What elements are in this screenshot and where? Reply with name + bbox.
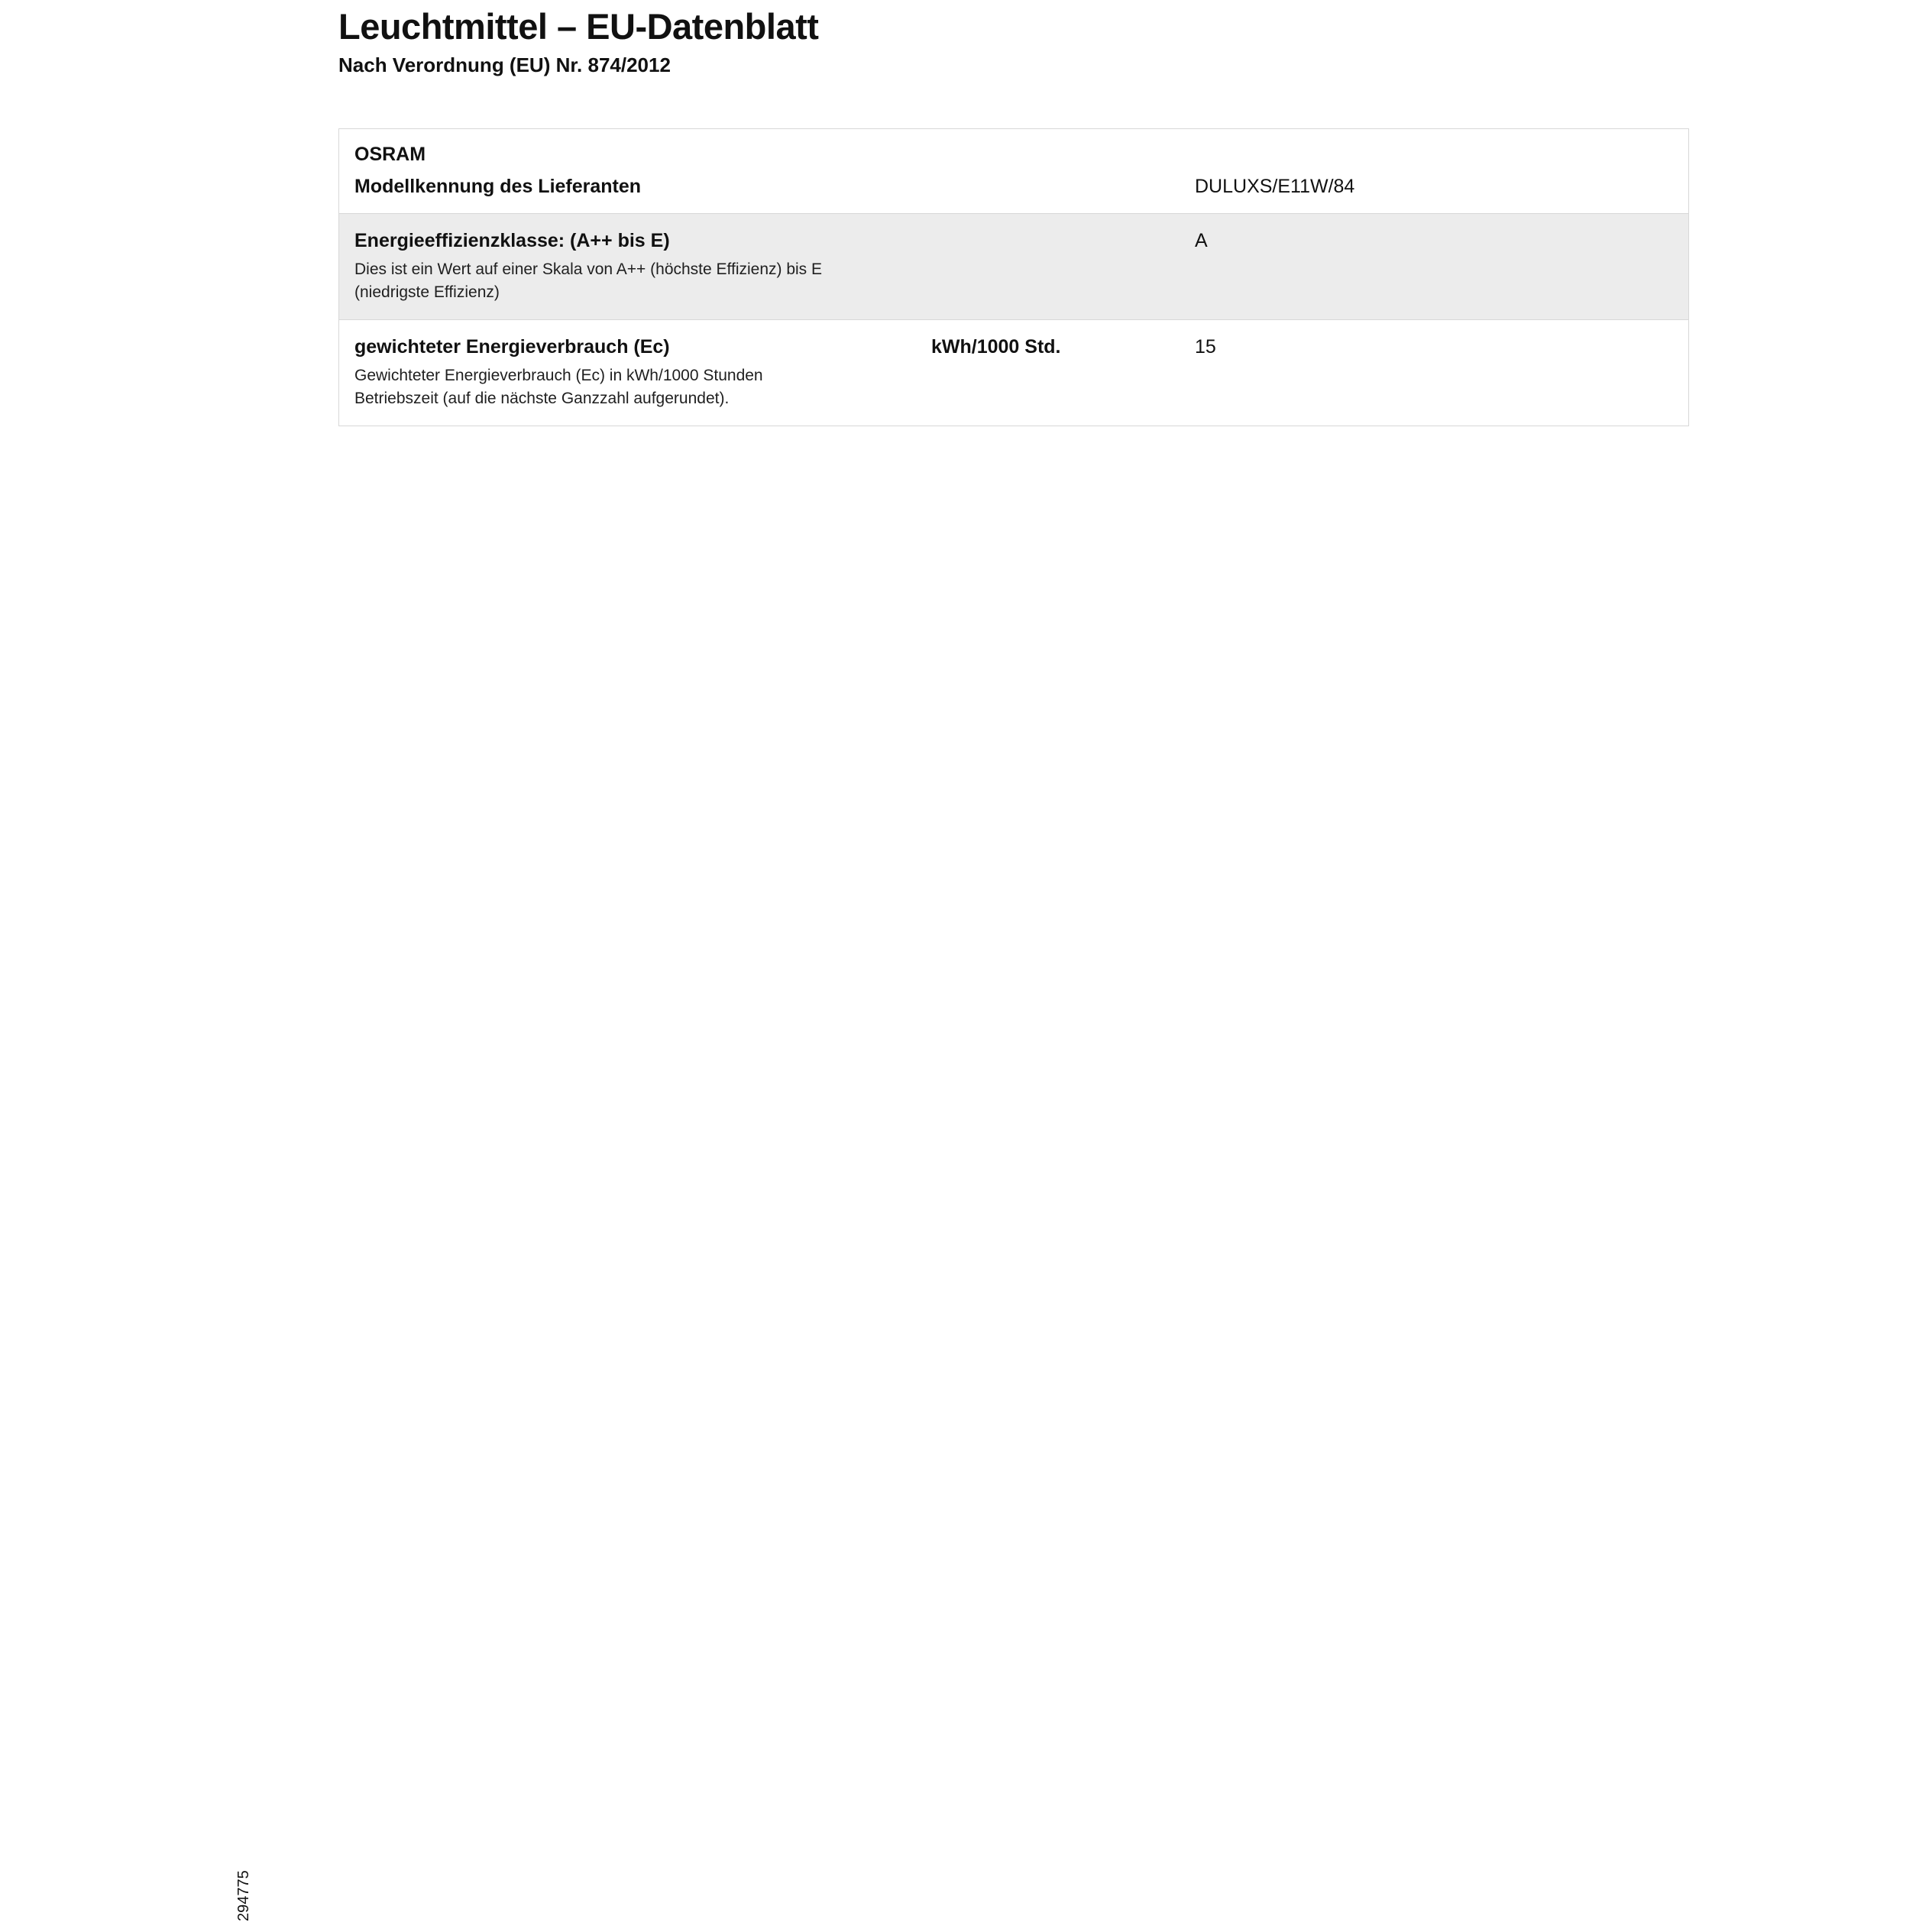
row-label-cell bbox=[339, 228, 931, 304]
table-row bbox=[339, 319, 1688, 426]
document-reference-code: 294775 bbox=[235, 1870, 252, 1921]
row-unit: kWh/1000 Std. bbox=[931, 336, 1061, 358]
row-label: gewichteter Energieverbrauch (Ec) bbox=[354, 336, 670, 358]
table-row bbox=[339, 170, 1688, 213]
row-note: Gewichteter Energieverbrauch (Ec) in kWh/1000 Stunden Betriebszeit (auf die nächste Ganzzahl aufgerundet). bbox=[354, 367, 763, 407]
row-value: A bbox=[1195, 230, 1208, 251]
datasheet-table bbox=[338, 128, 1689, 426]
page-title: Leuchtmittel – EU-Datenblatt bbox=[338, 6, 819, 47]
row-label-cell bbox=[339, 173, 931, 199]
row-note: Dies ist ein Wert auf einer Skala von A++ (höchste Effizienz) bis E (niedrigste Effizienz) bbox=[354, 261, 823, 301]
row-value-cell bbox=[1195, 228, 1688, 254]
table-row-brand bbox=[339, 129, 1688, 170]
row-value: DULUXS/E11W/84 bbox=[1195, 176, 1355, 197]
row-label: Energieeffizienzklasse: (A++ bis E) bbox=[354, 230, 670, 251]
brand-name: OSRAM bbox=[354, 144, 426, 165]
row-value-cell bbox=[1195, 173, 1688, 199]
row-value-cell bbox=[1195, 334, 1688, 360]
row-value: 15 bbox=[1195, 336, 1216, 358]
row-label-cell bbox=[339, 334, 931, 410]
row-label: Modellkennung des Lieferanten bbox=[354, 176, 642, 197]
table-row bbox=[339, 213, 1688, 319]
brand-cell bbox=[339, 141, 931, 167]
page-subtitle: Nach Verordnung (EU) Nr. 874/2012 bbox=[338, 53, 671, 76]
document-header bbox=[338, 0, 818, 78]
row-unit-cell bbox=[931, 334, 1195, 360]
